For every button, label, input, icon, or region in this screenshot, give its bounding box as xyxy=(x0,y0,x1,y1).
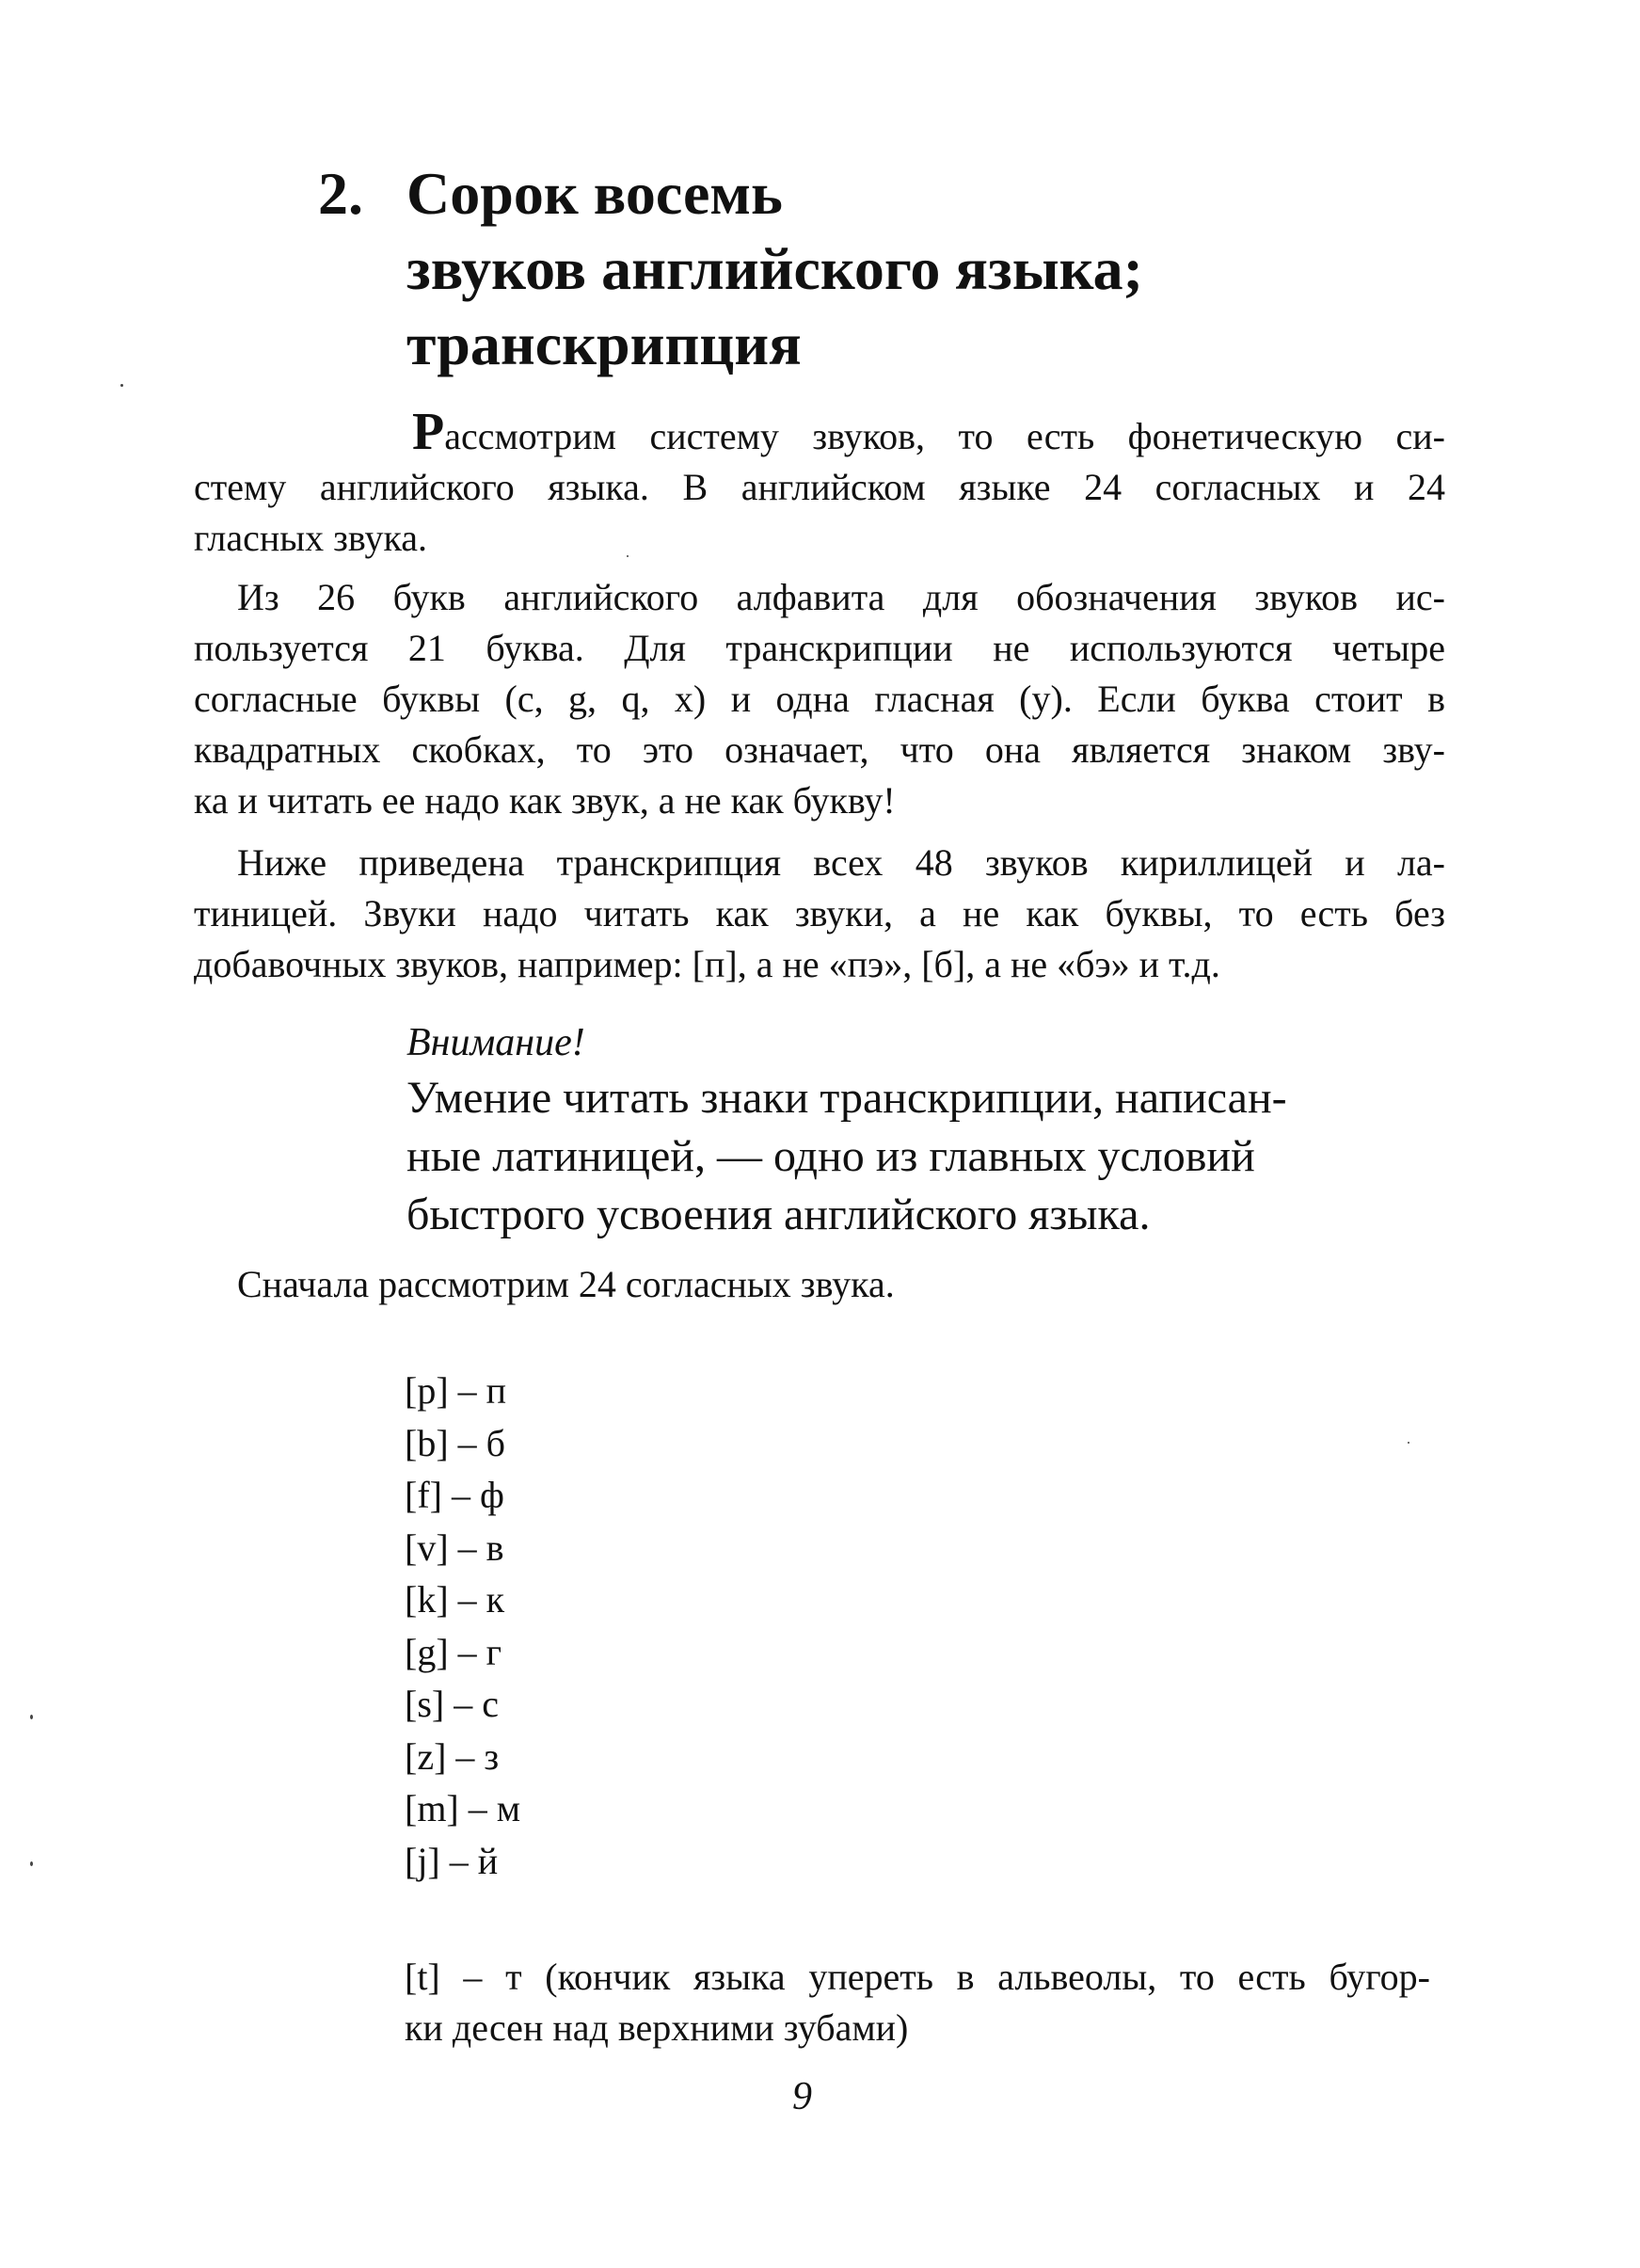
page-number: 9 xyxy=(792,2075,812,2118)
sound-list xyxy=(405,1365,520,1887)
scan-speck xyxy=(30,1861,33,1866)
sound-item: [p] – п xyxy=(405,1369,507,1412)
sound-item: [f] – ф xyxy=(405,1474,504,1516)
chapter-number: 2. xyxy=(318,160,363,227)
scan-speck xyxy=(30,1715,33,1719)
chapter-title-line: звуков английского языка; xyxy=(406,235,1143,302)
sound-item: [v] – в xyxy=(405,1525,504,1569)
scan-speck xyxy=(1408,1442,1409,1444)
paragraph-line: согласные буквы (c, g, q, x) и одна гласная (y). Если буква стоит в xyxy=(194,678,1445,720)
paragraph-transcription xyxy=(194,838,1445,990)
paragraph-line: Из 26 букв английского алфавита для обозначения звуков ис- xyxy=(237,576,1445,618)
sound-item: [m] – м xyxy=(405,1787,521,1829)
paragraph-line: пользуется 21 буква. Для транскрипции не используются четыре xyxy=(194,627,1445,669)
paragraph-line: стему английского языка. В английском языке 24 согласных и 24 xyxy=(194,466,1445,508)
chapter-title-line: Сорок восемь xyxy=(406,160,783,227)
paragraph-alphabet xyxy=(194,572,1445,826)
paragraph-line: ка и читать ее надо как звук, а не как букву! xyxy=(194,779,896,822)
chapter-title-line: транскрипция xyxy=(406,311,802,377)
sound-item: [g] – г xyxy=(405,1630,502,1673)
sound-note-t xyxy=(405,1952,1430,2053)
sound-item: [j] – й xyxy=(405,1839,499,1882)
sound-item: [k] – к xyxy=(405,1578,505,1621)
chapter-title xyxy=(406,156,1347,382)
attention-line: быстрого усвоения английского языка. xyxy=(406,1190,1151,1239)
sound-item: [s] – с xyxy=(405,1683,499,1725)
paragraph-intro xyxy=(194,403,1445,564)
paragraph-line: добавочных звуков, например: [п], а не «пэ», [б], а не «бэ» и т.д. xyxy=(194,943,1220,985)
attention-line: Умение читать знаки транскрипции, написан- xyxy=(406,1073,1287,1123)
attention-block xyxy=(406,1016,1404,1244)
consonants-intro: Сначала рассмотрим 24 согласных звука. xyxy=(237,1263,895,1305)
attention-body xyxy=(406,1069,1404,1244)
note-line: [t] – т (кончик языка упереть в альвеолы, то есть бугор- xyxy=(405,1956,1430,1998)
paragraph-line: гласных звука. xyxy=(194,517,428,559)
sound-item: [b] – б xyxy=(405,1421,505,1464)
paragraph-line: Ниже приведена транскрипция всех 48 звуков кириллицей и ла- xyxy=(237,841,1445,884)
note-line: ки десен над верхними зубами) xyxy=(405,2006,909,2049)
drop-cap: Р xyxy=(412,403,445,461)
scan-speck xyxy=(627,555,629,557)
scan-speck xyxy=(120,384,123,387)
paragraph-line: квадратных скобках, то это означает, что она является знаком зву- xyxy=(194,728,1445,771)
paragraph-line: Рассмотрим систему звуков, то есть фонетическую си- xyxy=(412,403,1445,461)
attention-line: ные латиницей, — одно из главных условий xyxy=(406,1131,1255,1181)
sound-item: [z] – з xyxy=(405,1734,500,1778)
paragraph-line: тиницей. Звуки надо читать как звуки, а не как буквы, то есть без xyxy=(194,892,1445,934)
attention-title: Внимание! xyxy=(406,1021,585,1064)
